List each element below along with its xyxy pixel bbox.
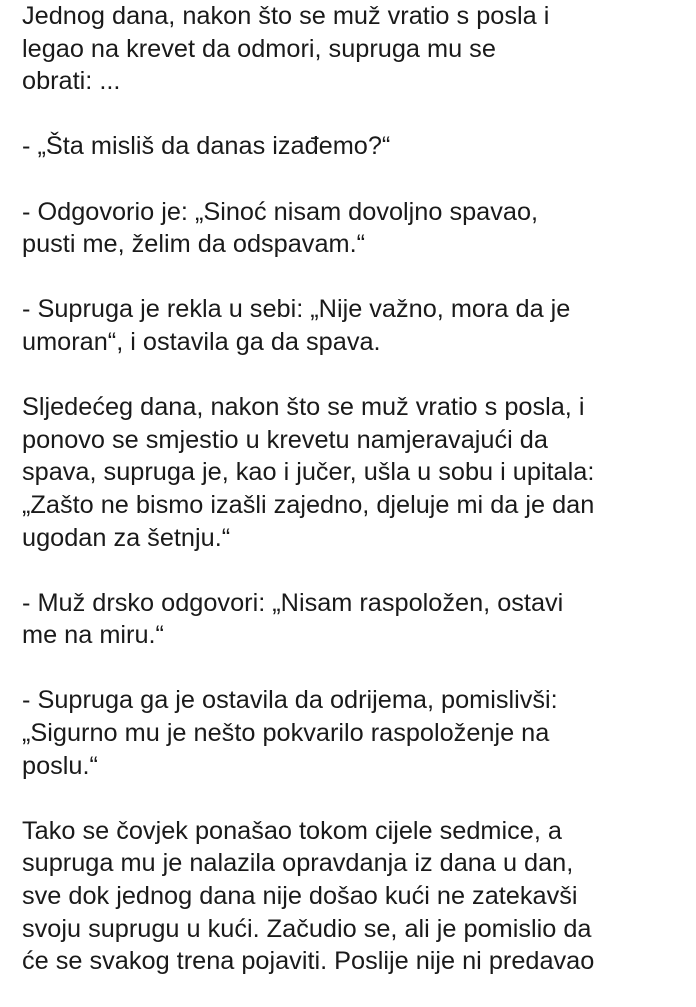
paragraph-gap	[22, 652, 682, 685]
paragraph-gap	[22, 163, 682, 196]
text-line: me na miru.“	[22, 621, 164, 650]
text-line: umoran“, i ostavila ga da spava.	[22, 327, 381, 356]
text-line: ugodan za šetnju.“	[22, 523, 231, 552]
text-line: ponovo se smjestio u krevetu namjeravajući da	[22, 425, 548, 454]
paragraph-4	[22, 293, 682, 358]
text-line: poslu.“	[22, 751, 98, 780]
text-line: - Muž drsko odgovori: „Nisam raspoložen, ostavi	[22, 588, 564, 617]
paragraph-7	[22, 684, 682, 782]
paragraph-2	[22, 130, 682, 163]
text-line: pusti me, želim da odspavam.“	[22, 230, 366, 259]
paragraph-gap	[22, 554, 682, 587]
text-line: će se svakog trena pojaviti. Poslije nije ni predavao	[22, 947, 595, 976]
text-line: Jednog dana, nakon što se muž vratio s posla i	[22, 2, 550, 30]
paragraph-3	[22, 196, 682, 261]
text-line: svoju suprugu u kući. Začudio se, ali je pomislio da	[22, 914, 592, 943]
text-line: „Sigurno mu je nešto pokvarilo raspoloženje na	[22, 719, 550, 748]
paragraph-gap	[22, 359, 682, 392]
document-body	[22, 0, 682, 978]
text-line: Tako se čovjek ponašao tokom cijele sedmice, a	[22, 816, 562, 845]
text-line: obrati: ...	[22, 67, 121, 96]
text-line: legao na krevet da odmori, supruga mu se	[22, 34, 496, 63]
text-line: - Odgovorio je: „Sinoć nisam dovoljno spavao,	[22, 197, 539, 226]
text-line: spava, supruga je, kao i jučer, ušla u sobu i upitala:	[22, 458, 595, 487]
text-line: „Zašto ne bismo izašli zajedno, djeluje mi da je dan	[22, 490, 595, 519]
paragraph-8	[22, 815, 682, 978]
paragraph-5	[22, 391, 682, 554]
text-line: sve dok jednog dana nije došao kući ne zatekavši	[22, 882, 578, 911]
paragraph-6	[22, 587, 682, 652]
text-line: Sljedećeg dana, nakon što se muž vratio s posla, i	[22, 393, 585, 422]
paragraph-1	[22, 0, 682, 98]
paragraph-gap	[22, 98, 682, 131]
text-line: - Supruga je rekla u sebi: „Nije važno, mora da je	[22, 295, 571, 324]
text-line: - „Šta misliš da danas izađemo?“	[22, 132, 391, 161]
text-line: - Supruga ga je ostavila da odrijema, pomislivši:	[22, 686, 558, 715]
text-line: supruga mu je nalazila opravdanja iz dana u dan,	[22, 849, 574, 878]
paragraph-gap	[22, 261, 682, 294]
paragraph-gap	[22, 782, 682, 815]
